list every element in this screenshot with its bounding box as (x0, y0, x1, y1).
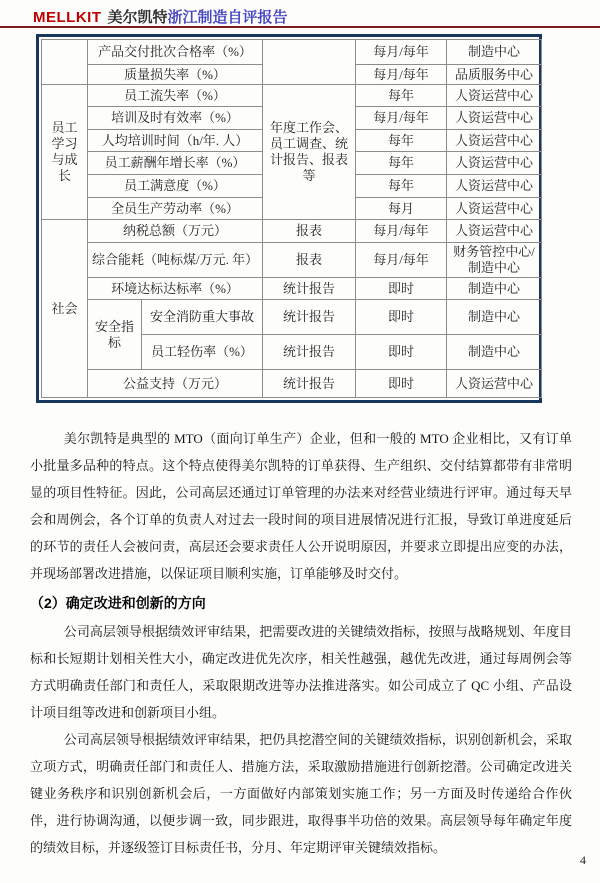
owner-cell: 制造中心 (447, 278, 542, 300)
table-row (42, 243, 542, 278)
brand-logo-text: MELLKIT (33, 9, 102, 26)
owner-cell: 财务管控中心/制造中心 (447, 243, 542, 278)
frequency-cell: 即时 (356, 278, 447, 300)
frequency-cell: 每年 (356, 175, 447, 198)
indicator-cell: 员工轻伤率（%） (142, 335, 263, 370)
subgroup-cell: 安全指标 (88, 300, 142, 370)
indicator-cell: 安全消防重大事故 (142, 300, 263, 335)
table-row (42, 278, 542, 300)
indicator-cell: 产品交付批次合格率（%） (88, 40, 263, 65)
table-row (42, 85, 542, 107)
source-cell: 统计报告 (263, 278, 356, 300)
group-cell: 员工学习与成长 (42, 85, 88, 220)
source-cell (263, 40, 356, 85)
indicator-cell: 环境达标达标率（%） (88, 278, 263, 300)
indicator-cell: 公益支持（万元） (88, 370, 263, 398)
section-heading-improvement: （2）确定改进和创新的方向 (30, 595, 206, 611)
frequency-cell: 每年 (356, 152, 447, 175)
table-row (42, 220, 542, 243)
owner-cell: 制造中心 (447, 40, 542, 65)
owner-cell: 品质服务中心 (447, 65, 542, 85)
frequency-cell: 即时 (356, 370, 447, 398)
indicator-cell: 质量损失率（%） (88, 65, 263, 85)
frequency-cell: 每月/每年 (356, 65, 447, 85)
frequency-cell: 即时 (356, 335, 447, 370)
body-text (30, 425, 572, 861)
owner-cell: 人资运营中心 (447, 198, 542, 220)
source-cell: 统计报告 (263, 370, 356, 398)
table-row (42, 40, 542, 65)
table-row (42, 300, 542, 335)
source-cell: 统计报告 (263, 300, 356, 335)
indicator-cell: 员工薪酬年增长率（%） (88, 152, 263, 175)
frequency-cell: 每年 (356, 85, 447, 107)
source-cell: 报表 (263, 243, 356, 278)
metrics-table (41, 39, 542, 398)
owner-cell: 人资运营中心 (447, 107, 542, 130)
indicator-cell: 全员生产劳动率（%） (88, 198, 263, 220)
owner-cell: 人资运营中心 (447, 85, 542, 107)
indicator-cell: 纳税总额（万元） (88, 220, 263, 243)
report-header (33, 6, 288, 27)
paragraph-improvement-priority: 公司高层领导根据绩效评审结果，把需要改进的关键绩效指标，按照与战略规划、年度目标和长短期计划相关性大小，确定改进优先次序，相关性越强，越优先改进，通过每周例会等方式明确责任部门和责任人，采取限期改进等办法推进落实。如公司成立了 QC 小组、产品设计项目组等改进和创新项目小组。 (30, 624, 572, 720)
owner-cell: 人资运营中心 (447, 130, 542, 152)
frequency-cell: 每年 (356, 130, 447, 152)
page-number: 4 (580, 853, 586, 867)
source-cell: 统计报告 (263, 335, 356, 370)
frequency-cell: 每月/每年 (356, 243, 447, 278)
table-row (42, 370, 542, 398)
source-cell: 报表 (263, 220, 356, 243)
frequency-cell: 每月/每年 (356, 107, 447, 130)
owner-cell: 人资运营中心 (447, 370, 542, 398)
indicator-cell: 员工满意度（%） (88, 175, 263, 198)
paragraph-innovation-opportunity: 公司高层领导根据绩效评审结果，把仍具挖潜空间的关键绩效指标，识别创新机会，采取立项方式，明确责任部门和责任人、措施方法，采取激励措施进行创新挖潜。公司确定改进关键业务秩序和识别创新机会后，一方面做好内部策划实施工作；另一方面及时传递给合作伙伴，进行协调沟通，以便步调一致，同步跟进，取得事半功倍的效果。高层领导每年确定年度的绩效目标，并逐级签订目标责任书，分月、年定期评审关键绩效指标。 (30, 732, 572, 855)
report-title: 浙江制造自评报告 (167, 10, 288, 26)
owner-cell: 制造中心 (447, 300, 542, 335)
metrics-table-wrapper (36, 34, 542, 403)
owner-cell: 制造中心 (447, 335, 542, 370)
group-cell (42, 40, 88, 85)
company-name: 美尔凯特 (107, 10, 168, 26)
group-cell: 社会 (42, 220, 88, 398)
source-cell: 年度工作会、员工调查、统计报告、报表等 (263, 85, 356, 220)
owner-cell: 人资运营中心 (447, 175, 542, 198)
paragraph-order-management: 美尔凯特是典型的 MTO（面向订单生产）企业，但和一般的 MTO 企业相比，又有订单小批量多品种的特点。这个特点使得美尔凯特的订单获得、生产组织、交付结算都带有非常明显的项目性特征。因此，公司高层还通过订单管理的办法来对经营业绩进行评审。通过每天早会和周例会，各个订单的负责人对过去一段时间的项目进展情况进行汇报，导致订单进度延后的环节的责任人会被问责，高层还会要求责任人公开说明原因，并要求立即提出应变的办法，并现场部署改进措施，以保证项目顺利实施，订单能够及时交付。 (30, 431, 572, 581)
owner-cell: 人资运营中心 (447, 152, 542, 175)
indicator-cell: 综合能耗（吨标煤/万元. 年） (88, 243, 263, 278)
indicator-cell: 员工流失率（%） (88, 85, 263, 107)
owner-cell: 人资运营中心 (447, 220, 542, 243)
indicator-cell: 培训及时有效率（%） (88, 107, 263, 130)
frequency-cell: 每月 (356, 198, 447, 220)
frequency-cell: 即时 (356, 300, 447, 335)
frequency-cell: 每月/每年 (356, 220, 447, 243)
indicator-cell: 人均培训时间（h/年. 人） (88, 130, 263, 152)
header-divider (0, 26, 600, 28)
frequency-cell: 每月/每年 (356, 40, 447, 65)
